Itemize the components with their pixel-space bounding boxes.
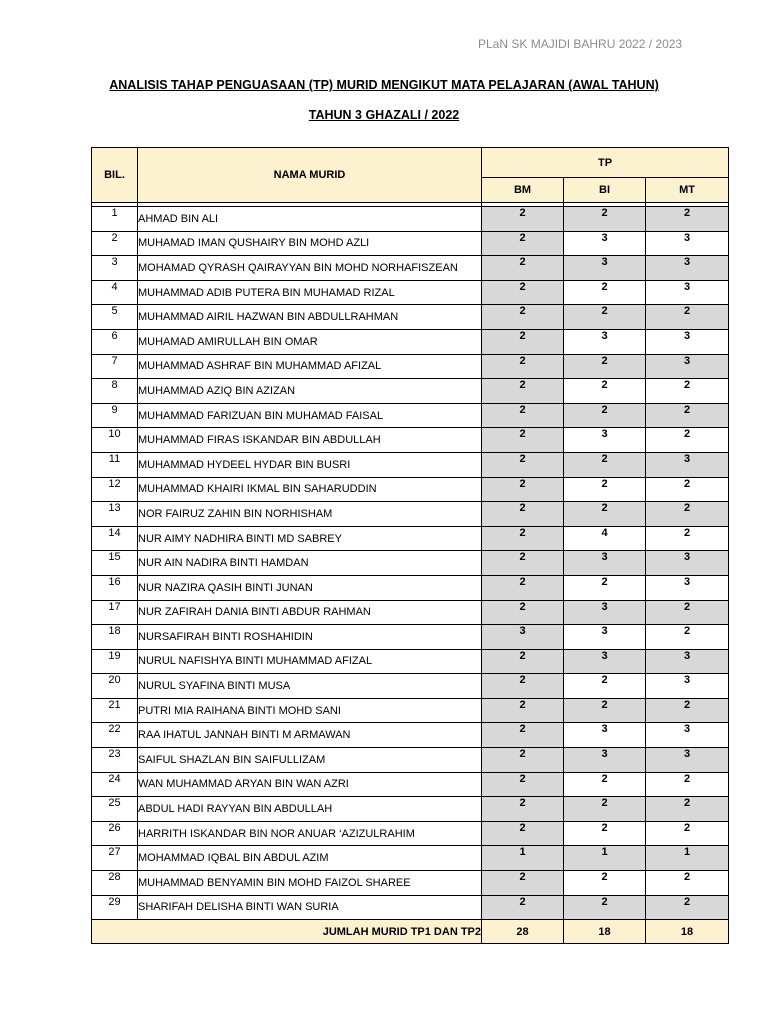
score-bi: 3	[564, 625, 646, 650]
student-row	[92, 625, 729, 650]
document-title: ANALISIS TAHAP PENGUASAAN (TP) MURID MENGIKUT MATA PELAJARAN (AWAL TAHUN)	[109, 78, 659, 92]
student-name: MUHAMMAD BENYAMIN BIN MOHD FAIZOL SHAREE	[138, 871, 482, 896]
student-name: MUHAMMAD HYDEEL HYDAR BIN BUSRI	[138, 452, 482, 477]
student-bil: 17	[92, 600, 138, 625]
student-bil: 3	[92, 256, 138, 281]
score-bm: 3	[482, 625, 564, 650]
student-row	[92, 428, 729, 453]
student-bil: 28	[92, 871, 138, 896]
score-bi: 2	[564, 575, 646, 600]
student-name: MUHAMMAD AIRIL HAZWAN BIN ABDULLRAHMAN	[138, 305, 482, 330]
score-bi: 2	[564, 674, 646, 699]
student-bil: 20	[92, 674, 138, 699]
student-name: NURUL SYAFINA BINTI MUSA	[138, 674, 482, 699]
score-bi: 2	[564, 772, 646, 797]
student-name: NUR ZAFIRAH DANIA BINTI ABDUR RAHMAN	[138, 600, 482, 625]
student-bil: 26	[92, 821, 138, 846]
score-bm: 2	[482, 551, 564, 576]
student-row	[92, 674, 729, 699]
score-mt: 3	[646, 649, 729, 674]
score-bm: 2	[482, 797, 564, 822]
score-bm: 2	[482, 477, 564, 502]
student-bil: 18	[92, 625, 138, 650]
student-row	[92, 871, 729, 896]
score-bm: 2	[482, 207, 564, 232]
student-name: MOHAMAD QYRASH QAIRAYYAN BIN MOHD NORHAFISZEAN	[138, 256, 482, 281]
score-mt: 3	[646, 723, 729, 748]
score-bm: 2	[482, 428, 564, 453]
student-name: MUHAMMAD FARIZUAN BIN MUHAMAD FAISAL	[138, 403, 482, 428]
score-mt: 3	[646, 256, 729, 281]
score-mt: 2	[646, 379, 729, 404]
student-name: SAIFUL SHAZLAN BIN SAIFULLIZAM	[138, 748, 482, 773]
score-bm: 2	[482, 329, 564, 354]
student-row	[92, 379, 729, 404]
student-bil: 23	[92, 748, 138, 773]
score-bm: 2	[482, 403, 564, 428]
student-row	[92, 256, 729, 281]
score-bm: 2	[482, 649, 564, 674]
student-row	[92, 723, 729, 748]
student-row	[92, 748, 729, 773]
student-name: SHARIFAH DELISHA BINTI WAN SURIA	[138, 895, 482, 920]
student-name: MUHAMMAD AZIQ BIN AZIZAN	[138, 379, 482, 404]
score-bm: 2	[482, 502, 564, 527]
student-name: MUHAMMAD KHAIRI IKMAL BIN SAHARUDDIN	[138, 477, 482, 502]
student-name: MUHAMMAD ADIB PUTERA BIN MUHAMAD RIZAL	[138, 280, 482, 305]
score-bm: 2	[482, 526, 564, 551]
score-bi: 2	[564, 821, 646, 846]
score-bi: 3	[564, 551, 646, 576]
student-row	[92, 280, 729, 305]
student-row	[92, 895, 729, 920]
score-mt: 2	[646, 625, 729, 650]
student-bil: 15	[92, 551, 138, 576]
score-bi: 2	[564, 502, 646, 527]
score-mt: 2	[646, 871, 729, 896]
score-mt: 3	[646, 329, 729, 354]
tp-analysis-table	[91, 147, 729, 944]
student-row	[92, 649, 729, 674]
student-name: MUHAMMAD ASHRAF BIN MUHAMMAD AFIZAL	[138, 354, 482, 379]
score-bm: 1	[482, 846, 564, 871]
column-header-bi: BI	[564, 178, 646, 203]
score-bi: 2	[564, 379, 646, 404]
student-row	[92, 821, 729, 846]
score-bm: 2	[482, 698, 564, 723]
score-mt: 2	[646, 305, 729, 330]
student-row	[92, 207, 729, 232]
score-bi: 3	[564, 723, 646, 748]
score-mt: 2	[646, 600, 729, 625]
score-bi: 2	[564, 403, 646, 428]
student-name: NUR NAZIRA QASIH BINTI JUNAN	[138, 575, 482, 600]
student-row	[92, 403, 729, 428]
student-row	[92, 231, 729, 256]
total-label: JUMLAH MURID TP1 DAN TP2	[92, 920, 482, 944]
score-mt: 3	[646, 575, 729, 600]
class-subtitle: TAHUN 3 GHAZALI / 2022	[308, 108, 460, 122]
student-row	[92, 477, 729, 502]
student-row	[92, 772, 729, 797]
score-mt: 2	[646, 207, 729, 232]
student-row	[92, 797, 729, 822]
score-mt: 3	[646, 674, 729, 699]
score-bm: 2	[482, 871, 564, 896]
student-name: PUTRI MIA RAIHANA BINTI MOHD SANI	[138, 698, 482, 723]
score-mt: 2	[646, 797, 729, 822]
score-mt: 2	[646, 772, 729, 797]
student-name: NURUL NAFISHYA BINTI MUHAMMAD AFIZAL	[138, 649, 482, 674]
student-bil: 16	[92, 575, 138, 600]
column-header-bil: BIL.	[92, 148, 138, 203]
score-bi: 2	[564, 698, 646, 723]
document-header-note: PLaN SK MAJIDI BAHRU 2022 / 2023	[478, 37, 683, 51]
score-bm: 2	[482, 280, 564, 305]
student-name: RAA IHATUL JANNAH BINTI M ARMAWAN	[138, 723, 482, 748]
student-bil: 24	[92, 772, 138, 797]
student-bil: 11	[92, 452, 138, 477]
student-bil: 2	[92, 231, 138, 256]
student-name: MUHAMAD AMIRULLAH BIN OMAR	[138, 329, 482, 354]
student-bil: 21	[92, 698, 138, 723]
score-mt: 3	[646, 748, 729, 773]
student-name: AHMAD BIN ALI	[138, 207, 482, 232]
student-row	[92, 575, 729, 600]
score-bi: 2	[564, 280, 646, 305]
score-mt: 2	[646, 502, 729, 527]
score-bm: 2	[482, 305, 564, 330]
student-row	[92, 305, 729, 330]
student-name: NURSAFIRAH BINTI ROSHAHIDIN	[138, 625, 482, 650]
score-mt: 2	[646, 821, 729, 846]
score-mt: 2	[646, 526, 729, 551]
score-mt: 2	[646, 895, 729, 920]
student-bil: 10	[92, 428, 138, 453]
score-bi: 2	[564, 871, 646, 896]
score-mt: 3	[646, 231, 729, 256]
student-row	[92, 600, 729, 625]
score-bi: 3	[564, 748, 646, 773]
student-name: ABDUL HADI RAYYAN BIN ABDULLAH	[138, 797, 482, 822]
score-bi: 2	[564, 452, 646, 477]
student-name: MUHAMAD IMAN QUSHAIRY BIN MOHD AZLI	[138, 231, 482, 256]
score-bm: 2	[482, 231, 564, 256]
score-bi: 2	[564, 207, 646, 232]
student-name: HARRITH ISKANDAR BIN NOR ANUAR ‘AZIZULRAHIM	[138, 821, 482, 846]
table-body	[92, 203, 729, 920]
score-mt: 3	[646, 452, 729, 477]
column-header-tp: TP	[482, 148, 729, 178]
score-bm: 2	[482, 452, 564, 477]
score-bi: 2	[564, 477, 646, 502]
score-bm: 2	[482, 600, 564, 625]
score-bi: 4	[564, 526, 646, 551]
student-bil: 9	[92, 403, 138, 428]
score-bi: 2	[564, 354, 646, 379]
student-bil: 25	[92, 797, 138, 822]
student-bil: 12	[92, 477, 138, 502]
column-header-mt: MT	[646, 178, 729, 203]
score-bi: 3	[564, 256, 646, 281]
score-bi: 3	[564, 329, 646, 354]
student-bil: 13	[92, 502, 138, 527]
student-row	[92, 698, 729, 723]
score-bi: 3	[564, 428, 646, 453]
student-name: NUR AIN NADIRA BINTI HAMDAN	[138, 551, 482, 576]
student-row	[92, 526, 729, 551]
total-bi: 18	[564, 920, 646, 944]
student-bil: 4	[92, 280, 138, 305]
student-row	[92, 502, 729, 527]
score-mt: 2	[646, 428, 729, 453]
total-bm: 28	[482, 920, 564, 944]
score-bi: 3	[564, 649, 646, 674]
score-mt: 3	[646, 354, 729, 379]
score-bm: 2	[482, 379, 564, 404]
student-bil: 1	[92, 207, 138, 232]
student-row	[92, 329, 729, 354]
student-row	[92, 551, 729, 576]
score-bm: 2	[482, 748, 564, 773]
student-row	[92, 846, 729, 871]
score-bi: 3	[564, 231, 646, 256]
score-bi: 3	[564, 600, 646, 625]
student-row	[92, 452, 729, 477]
score-bi: 2	[564, 895, 646, 920]
column-header-nama-murid: NAMA MURID	[138, 148, 482, 203]
total-mt: 18	[646, 920, 729, 944]
total-row	[92, 920, 729, 944]
student-bil: 19	[92, 649, 138, 674]
student-row	[92, 354, 729, 379]
score-mt: 3	[646, 551, 729, 576]
score-mt: 2	[646, 698, 729, 723]
score-bm: 2	[482, 354, 564, 379]
score-bm: 2	[482, 895, 564, 920]
student-name: NOR FAIRUZ ZAHIN BIN NORHISHAM	[138, 502, 482, 527]
student-name: WAN MUHAMMAD ARYAN BIN WAN AZRI	[138, 772, 482, 797]
score-mt: 3	[646, 280, 729, 305]
student-bil: 5	[92, 305, 138, 330]
student-name: MUHAMMAD FIRAS ISKANDAR BIN ABDULLAH	[138, 428, 482, 453]
score-mt: 2	[646, 403, 729, 428]
student-name: NUR AIMY NADHIRA BINTI MD SABREY	[138, 526, 482, 551]
score-bm: 2	[482, 674, 564, 699]
score-bi: 1	[564, 846, 646, 871]
score-bm: 2	[482, 723, 564, 748]
student-bil: 22	[92, 723, 138, 748]
student-bil: 29	[92, 895, 138, 920]
score-mt: 2	[646, 477, 729, 502]
score-mt: 1	[646, 846, 729, 871]
student-bil: 14	[92, 526, 138, 551]
student-name: MOHAMMAD IQBAL BIN ABDUL AZIM	[138, 846, 482, 871]
student-bil: 8	[92, 379, 138, 404]
score-bm: 2	[482, 256, 564, 281]
student-bil: 6	[92, 329, 138, 354]
score-bi: 2	[564, 305, 646, 330]
score-bm: 2	[482, 772, 564, 797]
score-bm: 2	[482, 575, 564, 600]
column-header-bm: BM	[482, 178, 564, 203]
score-bm: 2	[482, 821, 564, 846]
student-bil: 7	[92, 354, 138, 379]
score-bi: 2	[564, 797, 646, 822]
student-bil: 27	[92, 846, 138, 871]
